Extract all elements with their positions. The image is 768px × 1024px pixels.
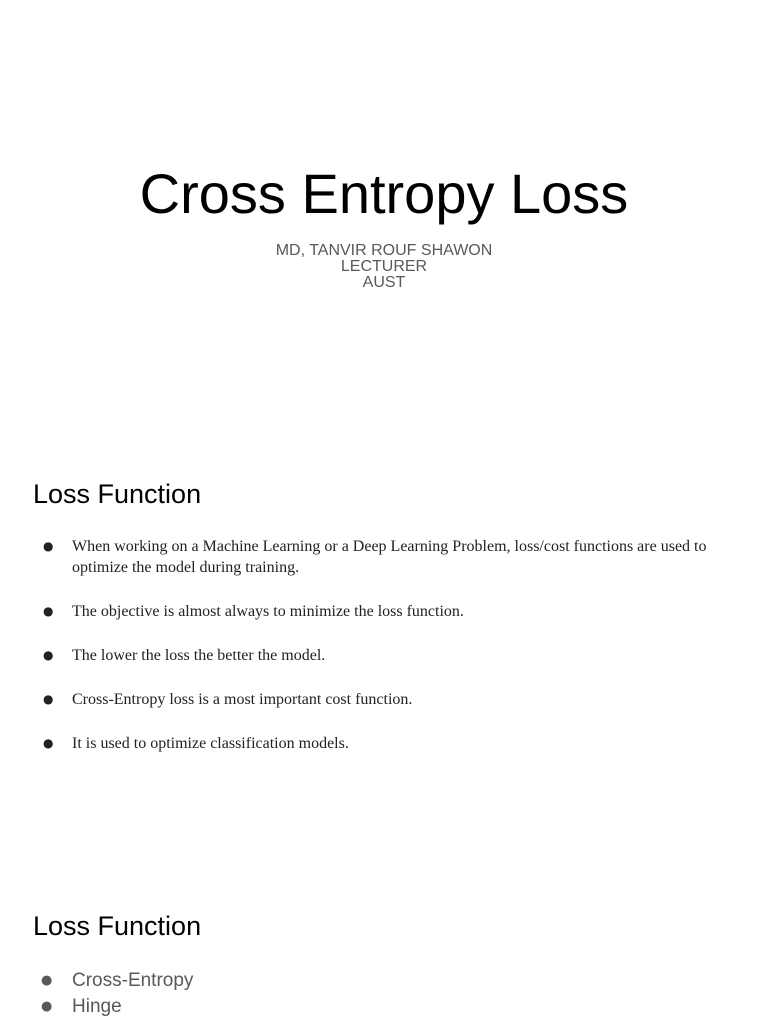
list-item bbox=[0, 689, 768, 710]
list-item bbox=[0, 733, 768, 754]
title-slide bbox=[0, 0, 768, 430]
list-item bbox=[0, 601, 768, 622]
loss-function-slide-1 bbox=[0, 440, 768, 860]
subtitle bbox=[0, 243, 768, 291]
slide-heading: Loss Function bbox=[33, 911, 202, 941]
list-item-text: It is used to optimize classification models. bbox=[72, 735, 349, 752]
list-item-text: When working on a Machine Learning or a Deep Learning Problem, loss/cost functions are used to optimize the model during training. bbox=[72, 538, 707, 576]
slide-heading: Loss Function bbox=[33, 479, 202, 509]
main-title: Cross Entropy Loss bbox=[139, 162, 629, 225]
bullet-icon: ● bbox=[41, 973, 53, 988]
author-name: MD, TANVIR ROUF SHAWON bbox=[275, 242, 493, 259]
bullet-icon: ● bbox=[41, 999, 53, 1014]
list-item-text: Hinge bbox=[72, 996, 122, 1017]
list-item-text: Cross-Entropy bbox=[72, 970, 194, 991]
list-item-text: The objective is almost always to minimize the loss function. bbox=[72, 603, 464, 620]
list-item bbox=[0, 994, 768, 1020]
list-item bbox=[0, 536, 768, 578]
list-item bbox=[0, 645, 768, 666]
bullet-icon: ● bbox=[43, 648, 54, 662]
list-item-text: Cross-Entropy loss is a most important cost function. bbox=[72, 691, 413, 708]
loss-function-slide-2 bbox=[0, 870, 768, 1024]
list-item bbox=[0, 968, 768, 994]
author-affiliation: AUST bbox=[362, 274, 406, 291]
bullet-icon: ● bbox=[43, 539, 54, 553]
list-item-text: The lower the loss the better the model. bbox=[72, 647, 326, 664]
bullet-list bbox=[0, 536, 768, 777]
bullet-icon: ● bbox=[43, 692, 54, 706]
bullet-icon: ● bbox=[43, 736, 54, 750]
bullet-list bbox=[0, 968, 768, 1020]
bullet-icon: ● bbox=[43, 604, 54, 618]
author-role: LECTURER bbox=[340, 258, 428, 275]
